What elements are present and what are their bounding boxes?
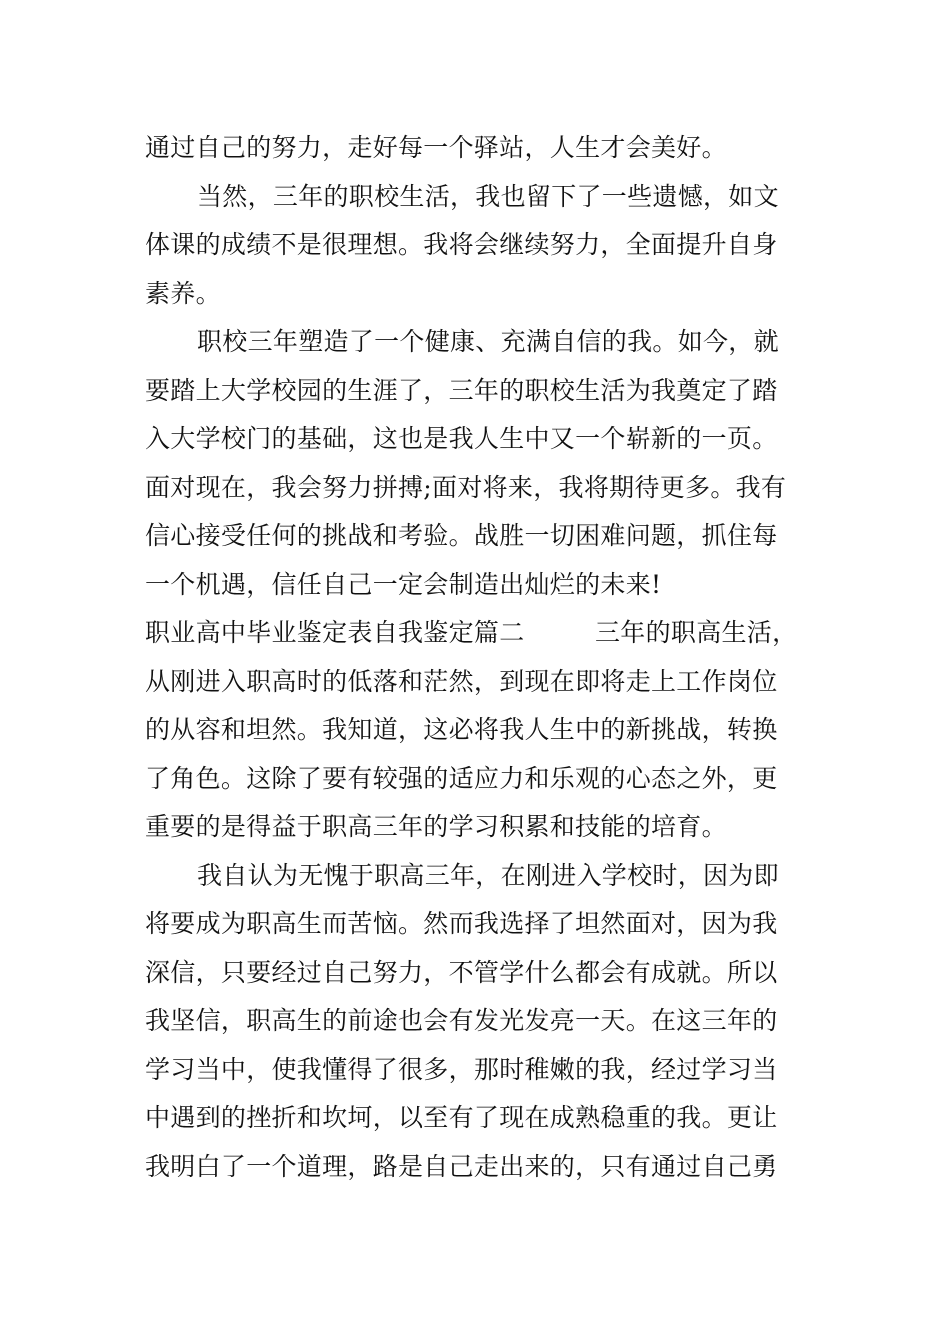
- text-line: 深信，只要经过自己努力，不管学什么都会有成就。所以: [145, 957, 778, 987]
- text-line: 通过自己的努力，走好每一个驿站，人生才会美好。: [145, 133, 727, 162]
- text-line: 入大学校门的基础，这也是我人生中又一个崭新的一页。: [145, 424, 778, 453]
- text-line: 体课的成绩不是很理想。我将会继续努力，全面提升自身: [145, 230, 778, 259]
- paragraph-2: [145, 173, 815, 319]
- paragraph-5: [145, 852, 815, 1192]
- text-line: 了角色。这除了要有较强的适应力和乐观的心态之外，更: [145, 763, 778, 793]
- text-line: 面对现在，我会努力拼搏;面对将来，我将期待更多。我有: [145, 472, 787, 502]
- text-line-rest: 三年的职高生活，: [595, 618, 798, 647]
- text-line: 将要成为职高生而苦恼。然而我选择了坦然面对，因为我: [145, 909, 778, 938]
- section-heading: 职业高中毕业鉴定表自我鉴定篇二: [145, 618, 525, 647]
- text-line: 信心接受任何的挑战和考验。战胜一切困难问题，抓住每: [145, 521, 778, 550]
- paragraph-4: [145, 609, 815, 852]
- text-line: 一个机遇，信任自己一定会制造出灿烂的未来!: [145, 569, 662, 599]
- text-line: 当然，三年的职校生活，我也留下了一些遗憾，如文: [197, 181, 779, 211]
- document-body: [145, 124, 815, 1191]
- text-line: 从刚进入职高时的低落和茫然，到现在即将走上工作岗位: [145, 666, 778, 696]
- text-line: 重要的是得益于职高三年的学习积累和技能的培育。: [145, 812, 727, 841]
- text-line: 素养。: [145, 278, 221, 308]
- text-line: 的从容和坦然。我知道，这必将我人生中的新挑战，转换: [145, 715, 778, 744]
- paragraph-3: [145, 318, 815, 609]
- text-line: 学习当中，使我懂得了很多，那时稚嫩的我，经过学习当: [145, 1054, 778, 1084]
- text-line: 要踏上大学校园的生涯了，三年的职校生活为我奠定了踏: [145, 375, 778, 405]
- text-line: 我明白了一个道理，路是自己走出来的，只有通过自己勇: [145, 1151, 778, 1181]
- paragraph-1: [145, 124, 815, 173]
- text-line: 我自认为无愧于职高三年，在刚进入学校时，因为即: [197, 860, 779, 890]
- text-line: 职校三年塑造了一个健康、充满自信的我。如今，就: [197, 327, 779, 356]
- text-line: 中遇到的挫折和坎坷，以至有了现在成熟稳重的我。更让: [145, 1103, 778, 1132]
- text-line: 我坚信，职高生的前途也会有发光发亮一天。在这三年的: [145, 1006, 778, 1035]
- section-heading-line: [145, 609, 815, 658]
